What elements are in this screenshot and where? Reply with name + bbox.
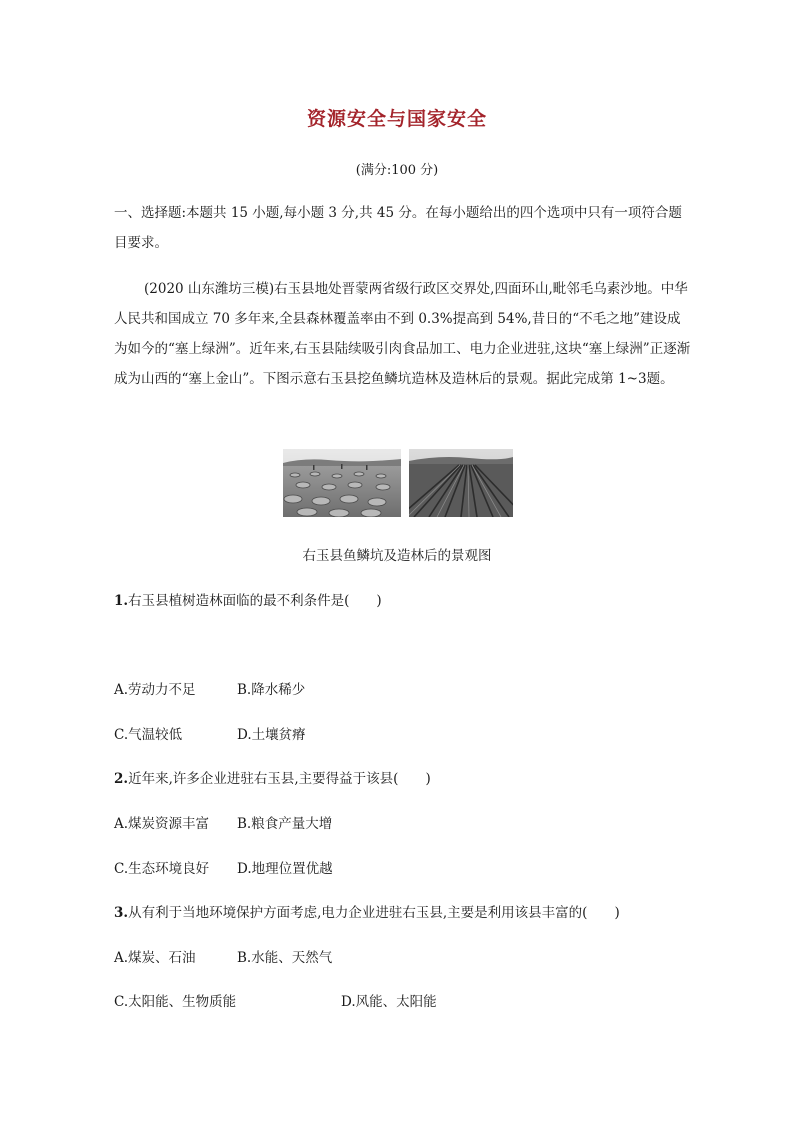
- question-1: [114, 589, 382, 609]
- question-stem: 近年来,许多企业进驻右玉县,主要得益于该县( ): [128, 771, 431, 787]
- question-3: [114, 901, 620, 921]
- afforested-landscape-photo: [409, 449, 513, 517]
- option-3b[interactable]: B.水能、天然气: [237, 950, 333, 966]
- option-2d[interactable]: D.地理位置优越: [237, 861, 333, 877]
- question-stem: 右玉县植树造林面临的最不利条件是( ): [128, 593, 382, 609]
- option-3c[interactable]: C.太阳能、生物质能: [114, 994, 237, 1010]
- option-1b[interactable]: B.降水稀少: [237, 682, 306, 698]
- option-2c[interactable]: C.生态环境良好: [114, 861, 210, 877]
- question-number: 3.: [114, 905, 129, 921]
- question-stem: 从有利于当地环境保护方面考虑,电力企业进驻右玉县,主要是利用该县丰富的( ): [128, 905, 620, 921]
- page-title: 资源安全与国家安全: [306, 108, 487, 130]
- question-number: 1.: [114, 593, 129, 609]
- option-1c[interactable]: C.气温较低: [114, 727, 183, 743]
- question-2: [114, 767, 431, 787]
- score-note: (满分:100 分): [355, 163, 439, 178]
- option-1a[interactable]: A.劳动力不足: [114, 682, 196, 698]
- question-number: 2.: [114, 771, 129, 787]
- option-2a[interactable]: A.煤炭资源丰富: [114, 816, 210, 832]
- option-3a[interactable]: A.煤炭、石油: [114, 950, 196, 966]
- option-2b[interactable]: B.粮食产量大增: [237, 816, 333, 832]
- fish-scale-pits-photo: [283, 449, 401, 517]
- material-paragraph: (2020 山东潍坊三模)右玉县地处晋蒙两省级行政区交界处,四面环山,毗邻毛乌素沙地。中华人民共和国成立 70 多年来,全县森林覆盖率由不到 0.3%提高到 54%,昔日的“不毛之地”建设成为如今的“塞上绿洲”。近年来,右玉县陆续吸引肉食品加工、电力企业进驻,这块“塞上绿洲”正逐渐成为山西的“塞上金山”。下图示意右玉县挖鱼鳞坑造林及造林后的景观。据此完成第 1~3题。: [114, 281, 691, 387]
- option-3d[interactable]: D.风能、太阳能: [341, 994, 437, 1010]
- option-1d[interactable]: D.土壤贫瘠: [237, 727, 306, 743]
- figure-group: [283, 449, 513, 519]
- section-heading: 一、选择题:本题共 15 小题,每小题 3 分,共 45 分。在每小题给出的四个选项中只有一项符合题目要求。: [114, 205, 682, 251]
- figure-caption: 右玉县鱼鳞坑及造林后的景观图: [302, 548, 492, 564]
